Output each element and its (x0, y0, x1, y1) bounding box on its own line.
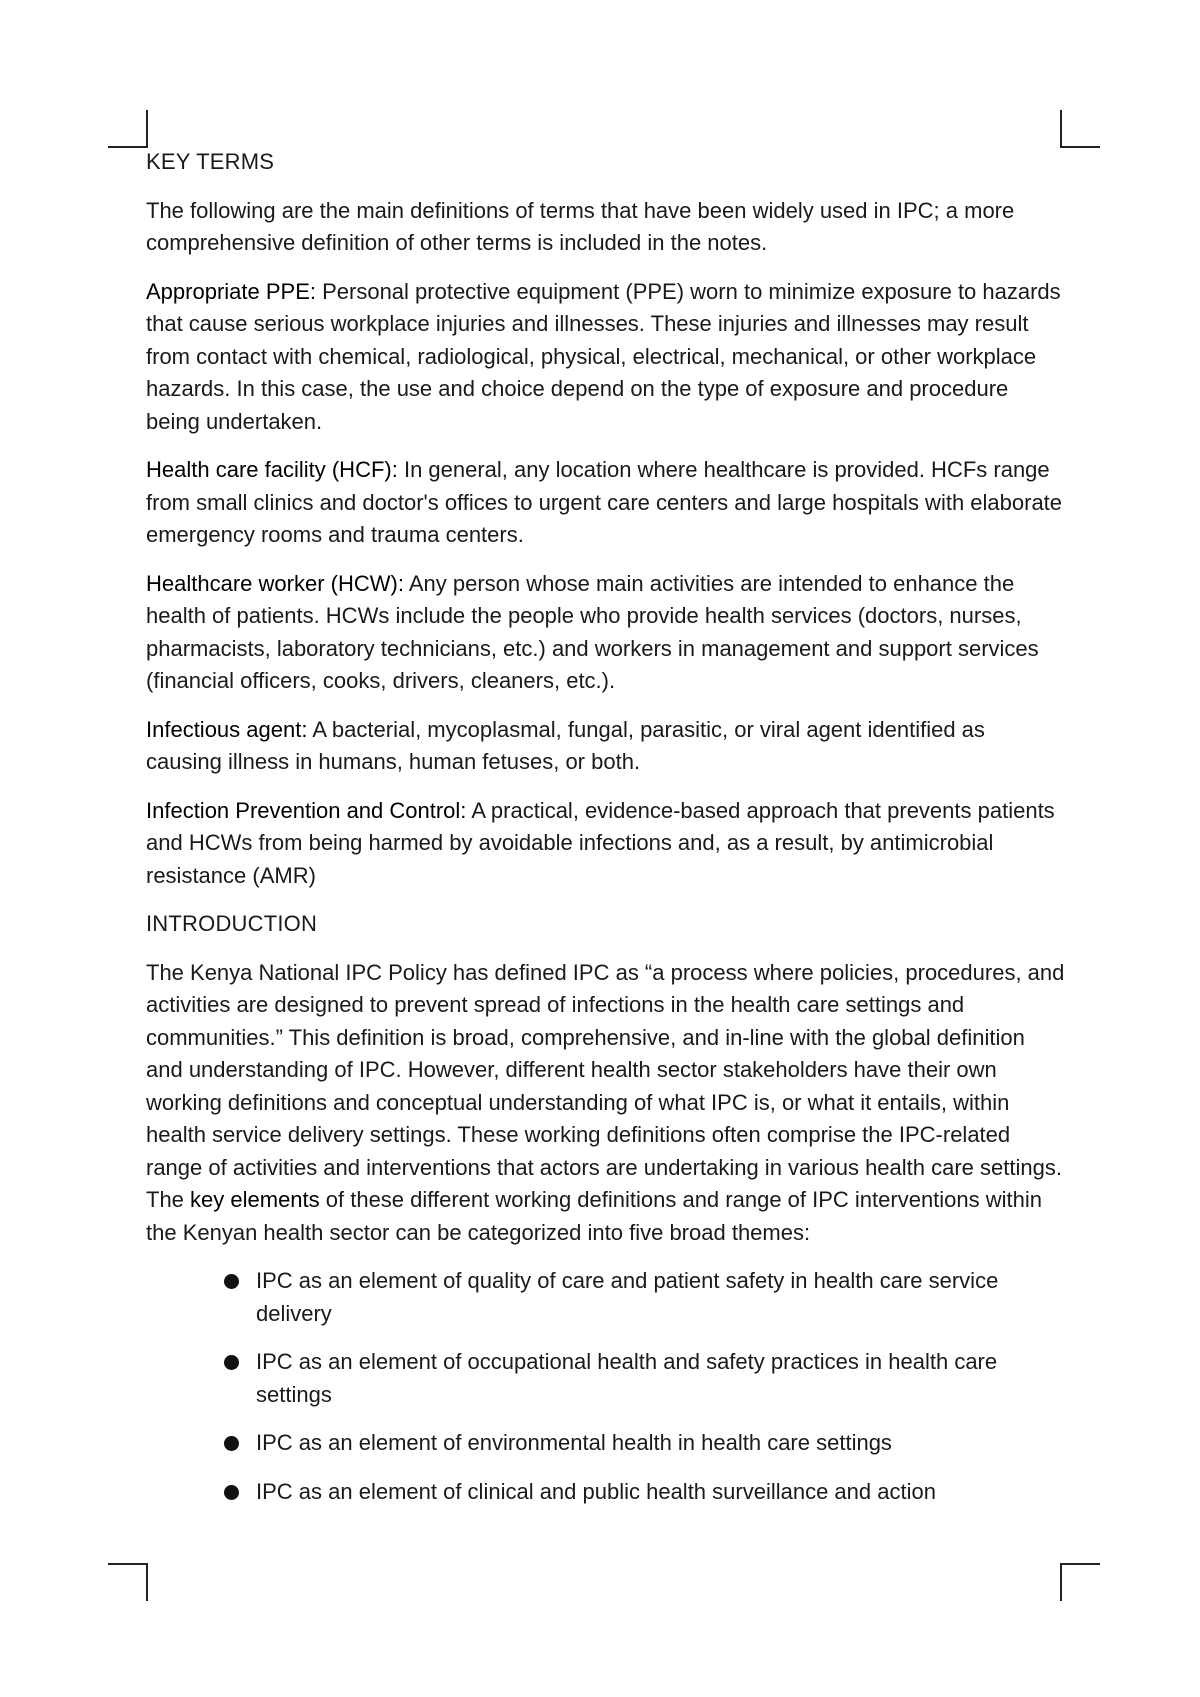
bullet-icon (224, 1355, 239, 1370)
definition-term: Infectious agent: (146, 716, 308, 742)
themes-list (146, 1265, 1066, 1508)
bullet-icon (224, 1485, 239, 1500)
crop-mark-bottom-left (108, 1563, 148, 1601)
introduction-paragraph (146, 957, 1066, 1250)
list-item (224, 1346, 1066, 1411)
bullet-icon (224, 1436, 239, 1451)
definition-term: Healthcare worker (HCW): (146, 570, 404, 596)
definition-text: A bacterial, mycoplasmal, fungal, parasitic, or viral agent identified as causing illness in humans, human fetuses, or both. (146, 716, 985, 774)
definition-healthcare-worker (146, 568, 1066, 698)
definition-appropriate-ppe (146, 276, 1066, 439)
introduction-text: The Kenya National IPC Policy has defined IPC as “a process where policies, procedures, and activities are designed to prevent spread of infections in the health care settings and communities.” This definition is broad, comprehensive, and in-line with the global definition and understanding of IPC. However, different health sector stakeholders have their own working definitions and conceptual understanding of what IPC is, or what it entails, within health service delivery settings. These working definitions often comprise the IPC-related range of activities and interventions that actors are undertaking in various health care settings. The (146, 959, 1065, 1212)
definition-text: Personal protective equipment (PPE) worn to minimize exposure to hazards that cause serious workplace injuries and illnesses. These injuries and illnesses may result from contact with chemical, radiological, physical, electrical, mechanical, or other workplace hazards. In this case, the use and choice depend on the type of exposure and procedure being undertaken. (146, 278, 1061, 434)
definition-term: Appropriate PPE: (146, 278, 316, 304)
bullet-icon (224, 1274, 239, 1289)
theme-text: IPC as an element of quality of care and patient safety in health care service delivery (256, 1268, 999, 1326)
definition-infectious-agent (146, 714, 1066, 779)
definition-term: Health care facility (HCF): (146, 457, 398, 482)
key-terms-intro: The following are the main definitions of terms that have been widely used in IPC; a more comprehensive definition of other terms is included in the notes. (146, 197, 1015, 255)
list-item (224, 1476, 1066, 1509)
introduction-heading: INTRODUCTION (146, 911, 318, 936)
theme-text: IPC as an element of occupational health and safety practices in health care settings (256, 1349, 998, 1407)
list-item (224, 1265, 1066, 1330)
introduction-section (146, 908, 1066, 1508)
key-terms-heading: KEY TERMS (146, 149, 275, 174)
introduction-emphasis: key elements (190, 1187, 320, 1212)
definition-term: Infection Prevention and Control: (146, 797, 467, 823)
page-content (146, 146, 1066, 1524)
list-item (224, 1427, 1066, 1460)
key-terms-section (146, 146, 1066, 892)
definition-text: A practical, evidence-based approach that prevents patients and HCWs from being harmed by avoidable infections and, as a result, by antimicrobial resistance (AMR) (146, 797, 1055, 888)
theme-text: IPC as an element of environmental health in health care settings (256, 1430, 892, 1455)
definition-text: Any person whose main activities are intended to enhance the health of patients. HCWs include the people who provide health services (doctors, nurses, pharmacists, laboratory technicians, etc.) and workers in management and support services (financial officers, cooks, drivers, cleaners, etc.). (146, 570, 1039, 693)
introduction-text: of these different working definitions and range of IPC interventions within the Kenyan health sector can be categorized into five broad themes: (146, 1187, 1043, 1245)
theme-text: IPC as an element of clinical and public health surveillance and action (256, 1478, 936, 1504)
crop-mark-top-left (108, 110, 148, 148)
crop-mark-bottom-right (1060, 1563, 1100, 1601)
definition-text: In general, any location where healthcare is provided. HCFs range from small clinics and doctor's offices to urgent care centers and large hospitals with elaborate emergency rooms and trauma centers. (146, 457, 1063, 547)
definition-health-care-facility (146, 454, 1066, 552)
crop-mark-top-right (1060, 110, 1100, 148)
definition-ipc (146, 795, 1066, 893)
